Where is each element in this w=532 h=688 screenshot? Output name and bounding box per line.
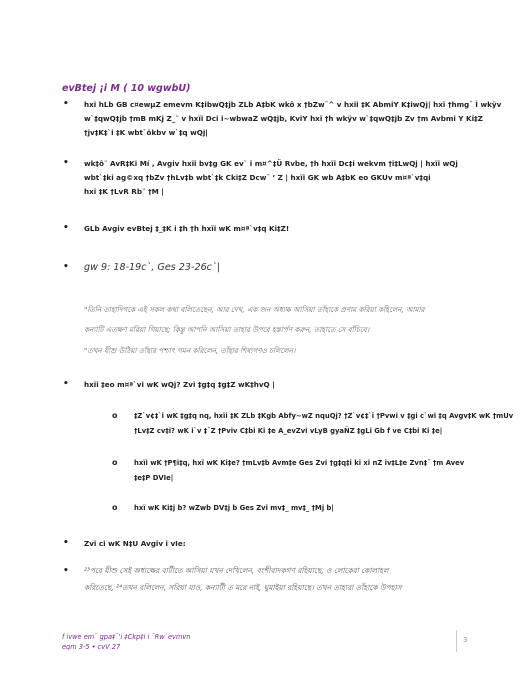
- scripture-quote-line-1: "তিনি তাহাদিগকে এই সকল কথা বলিতেছেন, আর দেখ, এক জন অধ্যক্ষ আসিয়া তাঁহাকে প্রণাম করিয়া কহিলেন, আমার: [84, 305, 425, 314]
- bullet-1-line-3: †jv‡K‡`i ‡K wbt`ökbv w`‡q wQj|: [84, 128, 208, 137]
- footer: [62, 632, 190, 652]
- bullet-2-line-2: wbt`‡ki ag©xq †bZv †hLv‡b wbt`‡k Cki‡Z Dcw¯ ’ Z | hxïi GK wb A‡bK eo GKUv m¤ª`v‡qi: [84, 173, 431, 182]
- bullet-dot-icon: •: [63, 379, 69, 389]
- hollow-circle-icon: o: [112, 458, 118, 467]
- sub-bullet-2-line-1: hxïi wK †P¶i‡q, hxï wK Ki‡e? †mLv‡b Avm‡e Ges Zvi †g‡q‡i ki xi nZ iv‡L‡e Zvn‡¯ †m Avev: [134, 459, 465, 467]
- scripture-quote-line-3: "তখন যীশু উঠিয়া তাঁহার পশ্চাৎ গমন করিলেন, তাঁহার শিষ্যগণও চলিলেন।: [84, 346, 296, 355]
- bullet-1-line-2: w`‡qwQ‡jb †mB mKj Z_¨ v hxïi Dci i~wbwaZ wQ‡jb, KviY hxï †h wkÿv w`‡qwQ‡jb Zv †m Avbmi Y Ki‡Z: [84, 114, 483, 123]
- page-number: 3: [463, 636, 468, 644]
- bangla-line-1: ²³পরে যীশু সেই অধ্যক্ষের বাটীতে আসিয়া যখন দেখিলেন, বংশীবাদকগণ রহিয়াছে, ও লোকেরা কোলাহল: [84, 566, 389, 575]
- bullet-3-line-1: GLb Avgiv evBtej ‡_‡K i ‡h †h hxïi wK m¤ª`v‡q Ki‡Z!: [84, 224, 290, 233]
- bangla-line-2: করিতেছে, ²⁴তখন বলিলেন, সরিয়া যাও, কন্যাটী ত মরে নাই, ঘুমাইয়া রহিয়াছে। তখন তাহারা তাঁহাকে উপহাস: [84, 583, 402, 592]
- hollow-circle-icon: o: [112, 503, 118, 512]
- bullet-dot-icon: •: [63, 158, 69, 168]
- bullet-dot-icon: •: [63, 538, 69, 548]
- section-heading: evBtej ¡i M ( 10 wgwbU): [62, 83, 191, 94]
- bullet-dot-icon: •: [63, 223, 69, 233]
- next-bullet-text: Zvi ci wK N‡U Avgiv i vIe:: [84, 539, 186, 548]
- scripture-quote-line-2: কন্যাটি এতক্ষণ মরিয়া গিয়াছে; কিন্তু আপনি আসিয়া তাহার উপরে হস্তার্পণ করুন, তাহাতে সে বাঁচিবে।: [84, 325, 370, 334]
- bullet-dot-icon: •: [63, 99, 69, 109]
- sub-bullet-3-line-1: hxï wK Ki‡j b? wZwb DV‡j b Ges Zvi mv‡_ mv‡_ †Mj b|: [134, 504, 334, 512]
- question-text: hxïi ‡eo m¤ª`vi wK wQj? Zvi ‡g‡q ‡g‡Z wK‡hvQ |: [84, 380, 275, 389]
- bullet-2-line-1: wk‡ô¨ AvR‡Ki Mí , Avgiv hxïi bv‡g GK ev` i m¤^‡Ü Rvbe, †h hxïi Dc‡i wekvm †i‡LwQj | hxïi wQj: [84, 159, 458, 168]
- footer-divider: [456, 630, 457, 652]
- footer-line-2: eqm 3-5 • cvV 27: [62, 643, 121, 651]
- bullet-2-line-3: hxï ‡K †LvR Rb¨ †M |: [84, 187, 164, 196]
- footer-line-1: f ivwe em¨ gpa‡¯'i ‡Ckp‡i i ¯Rw`evmvn: [62, 633, 191, 641]
- bullet-dot-icon: •: [63, 262, 69, 272]
- sub-bullet-1-line-2: †Lv‡Z cv‡i? wK i`v ‡¯Z †Pviv C‡bi Ki ‡e A_evZvi vLyB gyaÑZ ‡gLi Gb f ve C‡bi Ki ‡e|: [134, 427, 443, 435]
- scripture-reference: gw 9: 18-19c`, Ges 23-26c`|: [84, 262, 220, 273]
- bullet-dot-icon: •: [63, 566, 69, 576]
- sub-bullet-1-line-1: ‡Z`v¢‡`i wK ‡g‡q nq, hxïi ‡K ZLb ‡Kgb Abfy~wZ nquQj? †Z`v¢‡`i †Pvwi v ‡gi c`wi ‡q Avgv‡K wK †mUv: [134, 412, 514, 420]
- bullet-1-line-1: hxï hLb GB c¤ewµZ emevm K‡ibwQ‡jb ZLb A‡bK wkô x †bZw¯^ v hxïi ‡K AbmiY K‡iwQj| hxï †hmg¯ Í wkÿv: [84, 100, 502, 109]
- sub-bullet-2-line-2: ‡e‡P DVIe|: [134, 474, 174, 482]
- hollow-circle-icon: o: [112, 411, 118, 420]
